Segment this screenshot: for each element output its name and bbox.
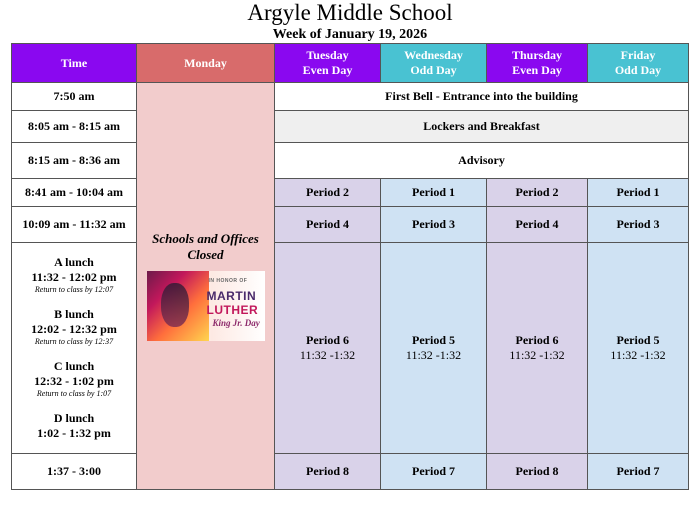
period-cell: [487, 243, 588, 454]
header-day-label: Friday: [620, 48, 656, 62]
mlk-image-title: MARTIN: [206, 289, 257, 303]
period-cell: Period 4: [275, 207, 381, 243]
lunch-b: [12, 307, 136, 347]
lunch-time: 12:02 - 12:32 pm: [31, 322, 117, 336]
time-cell: 10:09 am - 11:32 am: [12, 207, 137, 243]
page-title: Argyle Middle School: [247, 0, 453, 25]
period-time: 11:32 -1:32: [405, 348, 462, 362]
period-cell: Period 3: [588, 207, 689, 243]
header-wednesday: [381, 44, 487, 83]
time-cell: 8:05 am - 8:15 am: [12, 111, 137, 143]
table-row: [12, 179, 689, 207]
header-daytype-label: Even Day: [302, 63, 353, 77]
mlk-day-image: [147, 271, 265, 341]
period-cell: Period 8: [275, 454, 381, 490]
header-daytype-label: Odd Day: [410, 63, 457, 77]
lunch-name: C lunch: [53, 359, 95, 373]
table-row: [12, 111, 689, 143]
lunch-a: [12, 255, 136, 295]
page-subtitle: Week of January 19, 2026: [272, 27, 428, 42]
lunch-schedule-cell: [12, 243, 137, 454]
lunch-return-note: Return to class by 1:07: [36, 389, 112, 398]
period-cell: [275, 243, 381, 454]
activity-cell: Advisory: [275, 143, 689, 179]
closed-notice: Schools and Offices Closed: [152, 231, 259, 262]
mlk-image-caption: IN HONOR OF: [208, 278, 248, 284]
lunch-time: 12:32 - 1:02 pm: [34, 374, 114, 388]
lunch-name: A lunch: [54, 255, 94, 269]
period-time: 11:32 -1:32: [299, 348, 356, 362]
schedule-table: [11, 43, 689, 490]
period-name: Period 5: [616, 333, 660, 347]
header-day-label: Thursday: [511, 48, 563, 62]
header-daytype-label: Even Day: [512, 63, 562, 77]
period-time: 11:32 -1:32: [509, 348, 565, 362]
lunch-return-note: Return to class by 12:37: [34, 337, 114, 346]
header-time: Time: [12, 44, 137, 83]
header-row: [12, 44, 689, 83]
period-cell: Period 8: [487, 454, 588, 490]
table-row: [12, 207, 689, 243]
header-daytype-label: Odd Day: [614, 63, 662, 77]
lunch-time: 1:02 - 1:32 pm: [37, 426, 111, 440]
monday-closed-cell: [137, 83, 275, 490]
lunch-name: B lunch: [54, 307, 94, 321]
header-thursday: [487, 44, 588, 83]
header-monday: Monday: [137, 44, 275, 83]
period-name: Period 6: [515, 333, 559, 347]
mlk-silhouette-graphic: [161, 283, 189, 327]
header-tuesday: [275, 44, 381, 83]
header-day-label: Wednesday: [404, 48, 463, 62]
lunch-name: D lunch: [53, 411, 95, 425]
lunch-c: [12, 359, 136, 399]
activity-cell: Lockers and Breakfast: [275, 111, 689, 143]
lunch-d: [12, 411, 136, 441]
table-row: [12, 454, 689, 490]
time-cell: 8:41 am - 10:04 am: [12, 179, 137, 207]
period-cell: Period 7: [588, 454, 689, 490]
period-cell: Period 1: [588, 179, 689, 207]
mlk-image-title: LUTHER: [206, 303, 259, 317]
mlk-image-subtitle: King Jr. Day: [212, 318, 260, 328]
time-cell: 8:15 am - 8:36 am: [12, 143, 137, 179]
period-cell: Period 2: [487, 179, 588, 207]
table-row: [12, 243, 689, 454]
period-cell: Period 7: [381, 454, 487, 490]
header-day-label: Tuesday: [306, 48, 349, 62]
period-cell: Period 3: [381, 207, 487, 243]
period-cell: Period 2: [275, 179, 381, 207]
period-name: Period 5: [412, 333, 455, 347]
time-cell: 7:50 am: [12, 83, 137, 111]
table-row: [12, 83, 689, 111]
period-cell: [381, 243, 487, 454]
period-cell: Period 1: [381, 179, 487, 207]
time-cell: 1:37 - 3:00: [12, 454, 137, 490]
activity-cell: First Bell - Entrance into the building: [275, 83, 689, 111]
lunch-time: 11:32 - 12:02 pm: [31, 270, 117, 284]
lunch-return-note: Return to class by 12:07: [34, 285, 114, 294]
period-name: Period 6: [306, 333, 349, 347]
header-friday: [588, 44, 689, 83]
period-cell: Period 4: [487, 207, 588, 243]
table-row: [12, 143, 689, 179]
period-time: 11:32 -1:32: [610, 348, 666, 362]
period-cell: [588, 243, 689, 454]
